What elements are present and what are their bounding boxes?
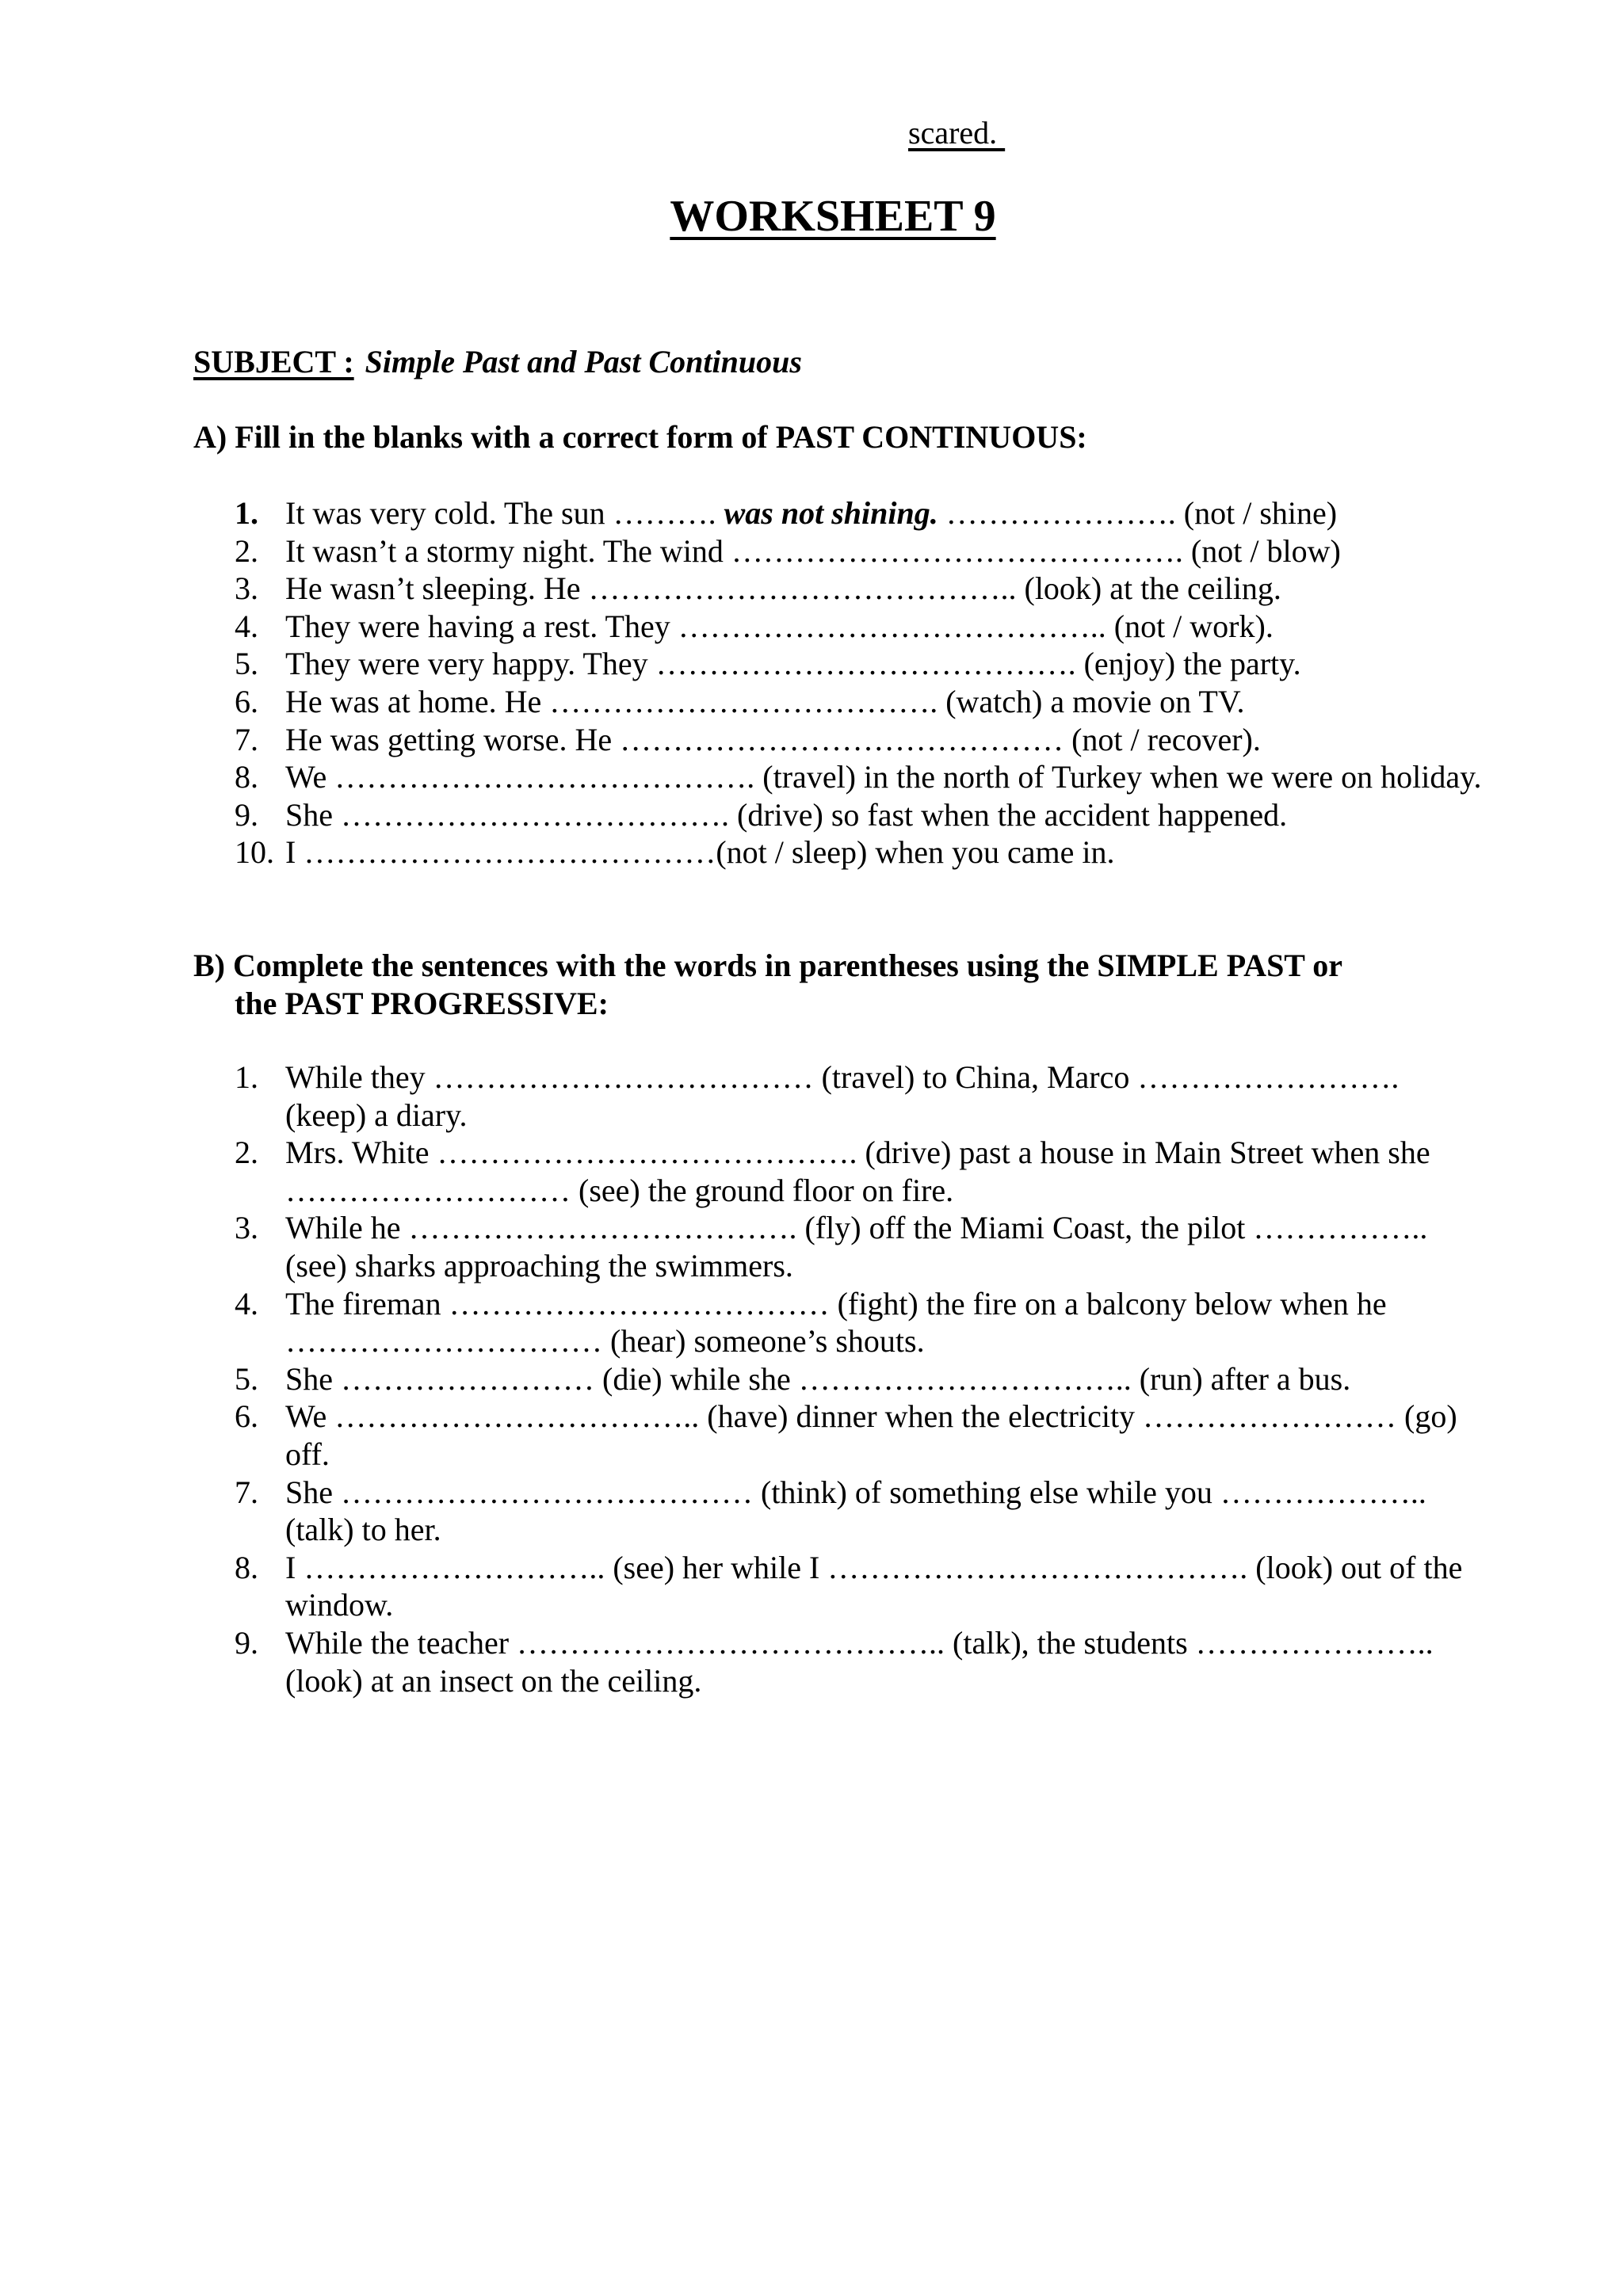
example-answer: was not shining. xyxy=(724,495,938,531)
item-number: 1. xyxy=(235,1059,258,1095)
section-b-item xyxy=(235,1398,1487,1473)
item-number: 6. xyxy=(235,683,258,719)
section-b-heading-continuation: the PAST PROGRESSIVE: xyxy=(235,986,609,1021)
worksheet-title-text: WORKSHEET 9 xyxy=(670,192,996,241)
section-b-item xyxy=(235,1474,1487,1549)
section-a-item xyxy=(235,494,1487,532)
item-number: 2. xyxy=(235,532,258,569)
section-b-item xyxy=(235,1209,1487,1284)
worksheet-title xyxy=(0,190,1623,242)
item-number: 3. xyxy=(235,1210,258,1246)
section-a-item xyxy=(235,796,1487,834)
section-b-item xyxy=(235,1134,1487,1209)
section-a-heading: A) Fill in the blanks with a correct form of PAST CONTINUOUS: xyxy=(193,419,1087,455)
item-text: While he ………………………………. (fly) off the Miami Coast, the pilot …………….. (see) sharks approaching the swimmers. xyxy=(285,1210,1428,1283)
section-b-item xyxy=(235,1624,1487,1699)
item-number: 1. xyxy=(235,495,258,531)
item-number: 6. xyxy=(235,1398,258,1435)
item-number: 8. xyxy=(235,759,258,795)
item-number: 4. xyxy=(235,1285,258,1322)
subject-label: SUBJECT : xyxy=(193,344,354,379)
item-text: We …………………………….. (have) dinner when the electricity …………………… (go) off. xyxy=(285,1398,1457,1472)
section-a-exercise-list xyxy=(235,494,1487,871)
item-number: 7. xyxy=(235,721,258,757)
section-b-item xyxy=(235,1360,1487,1398)
item-text-after-answer: …………………. (not / shine) xyxy=(938,495,1338,531)
item-number: 4. xyxy=(235,608,258,644)
section-a-item xyxy=(235,721,1487,759)
item-text-before-answer: It was very cold. The sun ………. xyxy=(285,495,724,531)
item-text: She ………………………………… (think) of something else while you ……………….. (talk) to her. xyxy=(285,1474,1426,1548)
item-text: He was at home. He ………………………………. (watch) a movie on TV. xyxy=(285,683,1245,719)
section-b-item xyxy=(235,1549,1487,1624)
item-number: 9. xyxy=(235,1624,258,1661)
item-number: 5. xyxy=(235,646,258,682)
item-text: While they ……………………………… (travel) to China, Marco ……………………. (keep) a diary. xyxy=(285,1059,1400,1133)
section-b-item xyxy=(235,1058,1487,1134)
item-number: 7. xyxy=(235,1474,258,1510)
item-text: While the teacher ………………………………….. (talk), the students ………………….. (look) at an insect on the ceiling. xyxy=(285,1624,1434,1699)
section-a-item xyxy=(235,758,1487,796)
section-a-item xyxy=(235,570,1487,608)
item-number: 2. xyxy=(235,1135,258,1171)
item-text: They were having a rest. They ………………………………….. (not / work). xyxy=(285,608,1274,644)
item-text: He wasn’t sleeping. He ………………………………….. (look) at the ceiling. xyxy=(285,570,1281,607)
item-number: 3. xyxy=(235,570,258,607)
section-a-item xyxy=(235,833,1487,871)
section-b-exercise-list xyxy=(235,1058,1487,1699)
item-text: They were very happy. They …………………………………. (enjoy) the party. xyxy=(285,646,1301,682)
subject-text: Simple Past and Past Continuous xyxy=(365,344,802,379)
item-number: 10. xyxy=(235,834,274,871)
section-a-item xyxy=(235,608,1487,646)
section-b-item xyxy=(235,1285,1487,1360)
item-text: Mrs. White …………………………………. (drive) past a house in Main Street when she ……………………… (see) the ground floor on fire. xyxy=(285,1135,1430,1208)
item-text: I …………………………………(not / sleep) when you came in. xyxy=(285,834,1115,871)
section-a-item xyxy=(235,683,1487,721)
previous-page-carryover-text: scared. xyxy=(908,115,1006,151)
item-text: It wasn’t a stormy night. The wind ……………………………………. (not / blow) xyxy=(285,532,1341,569)
section-b-heading: B) Complete the sentences with the words in parentheses using the SIMPLE PAST or xyxy=(193,948,1343,983)
item-text: She …………………… (die) while she ………………………….. (run) after a bus. xyxy=(285,1360,1351,1397)
section-a-item xyxy=(235,532,1487,570)
item-text: She ………………………………. (drive) so fast when the accident happened. xyxy=(285,796,1288,833)
item-text: We …………………………………. (travel) in the north of Turkey when we were on holiday. xyxy=(285,759,1482,795)
subject-line xyxy=(193,343,802,381)
section-a-item xyxy=(235,645,1487,683)
item-number: 8. xyxy=(235,1549,258,1585)
item-text: I ……………………….. (see) her while I …………………………………. (look) out of the window. xyxy=(285,1549,1463,1623)
item-text: The fireman ……………………………… (fight) the fire on a balcony below when he ………………………… (hear) someone’s shouts. xyxy=(285,1285,1387,1360)
item-number: 5. xyxy=(235,1360,258,1397)
item-text: He was getting worse. He …………………………………… (not / recover). xyxy=(285,721,1261,757)
item-number: 9. xyxy=(235,796,258,833)
